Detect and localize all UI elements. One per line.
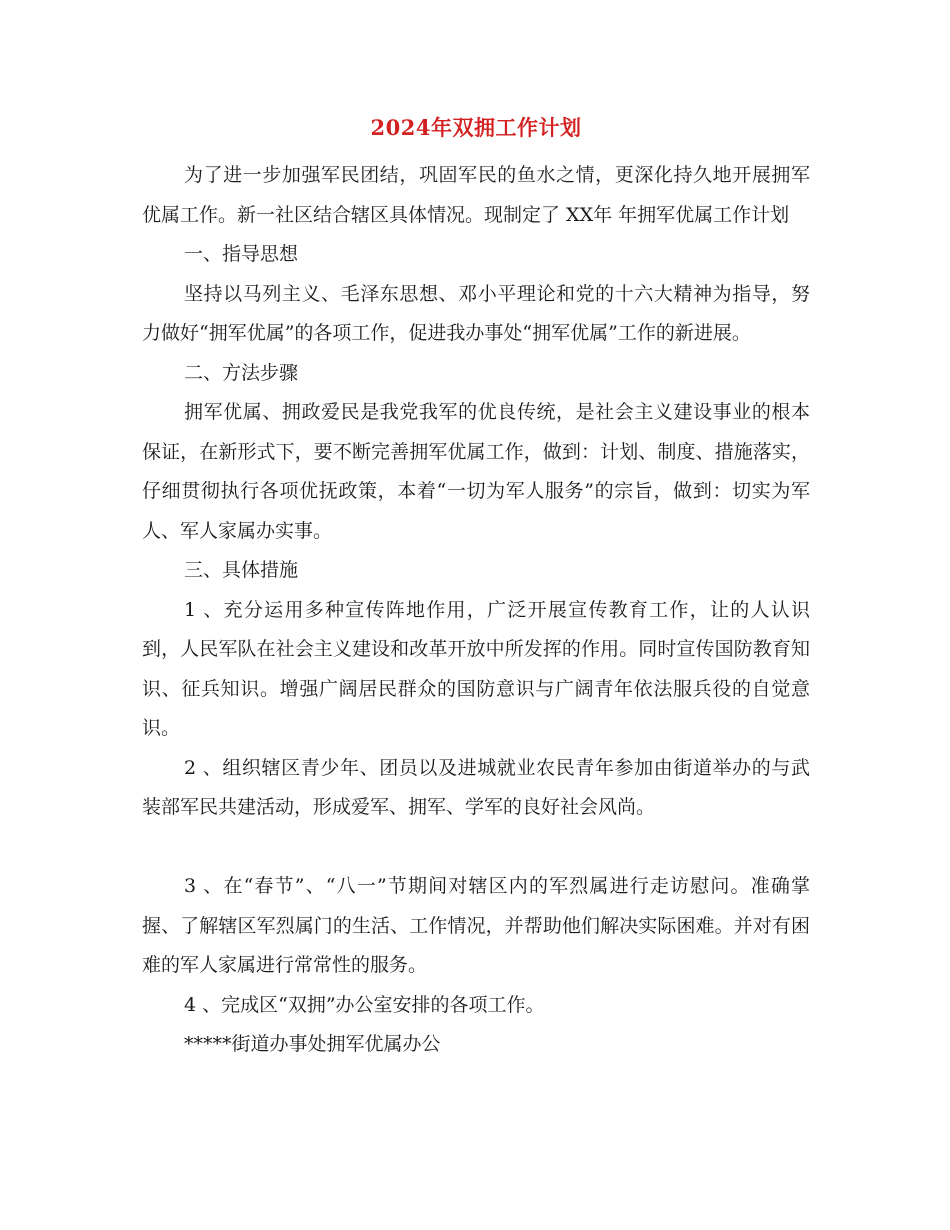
measure-item-3: 3 、在“春节”、“八一”节期间对辖区内的军烈属进行走访慰问。准确掌握、了解辖区军烈属门的生活、工作情况，并帮助他们解决实际困难。并对有困难的军人家属进行常常性的服务。 <box>142 875 810 976</box>
guiding-ideology-paragraph: 坚持以马列主义、毛泽东思想、邓小平理论和党的十六大精神为指导，努力做好“拥军优属”的各项工作，促进我办事处“拥军优属”工作的新进展。 <box>142 282 810 344</box>
intro-paragraph: 为了进一步加强军民团结，巩固军民的鱼水之情，更深化持久地开展拥军优属工作。新一社区结合辖区具体情况。现制定了 XX年 年拥军优属工作计划 <box>142 164 810 226</box>
section-heading-methods: 二、方法步骤 <box>184 361 299 384</box>
section-heading-guiding-ideology: 一、指导思想 <box>184 243 299 265</box>
measure-item-1: 1 、充分运用多种宣传阵地作用，广泛开展宣传教育工作，让的人认识到，人民军队在社会主义建设和改革开放中所发挥的作用。同时宣传国防教育知识、征兵知识。增强广阔居民群众的国防意识与广阔青年依法服兵役的自觉意识。 <box>142 598 810 739</box>
document-page <box>142 108 810 1065</box>
section-heading-measures: 三、具体措施 <box>184 559 299 581</box>
methods-paragraph: 拥军优属、拥政爱民是我党我军的优良传统，是社会主义建设事业的根本保证，在新形式下，要不断完善拥军优属工作，做到：计划、制度、措施落实，仔细贯彻执行各项优抚政策，本着“一切为军人服务”的宗旨，做到：切实为军人、军人家属办实事。 <box>142 401 810 542</box>
blank-line <box>142 828 810 868</box>
signature-line: *****街道办事处拥军优属办公 <box>184 1033 441 1055</box>
measure-item-2: 2 、组织辖区青少年、团员以及进城就业农民青年参加由街道举办的与武装部军民共建活动，形成爱军、拥军、学军的良好社会风尚。 <box>142 756 810 818</box>
document-title: 2024年双拥工作计划 <box>370 115 582 140</box>
measure-item-4: 4 、完成区“双拥”办公室安排的各项工作。 <box>184 993 545 1016</box>
